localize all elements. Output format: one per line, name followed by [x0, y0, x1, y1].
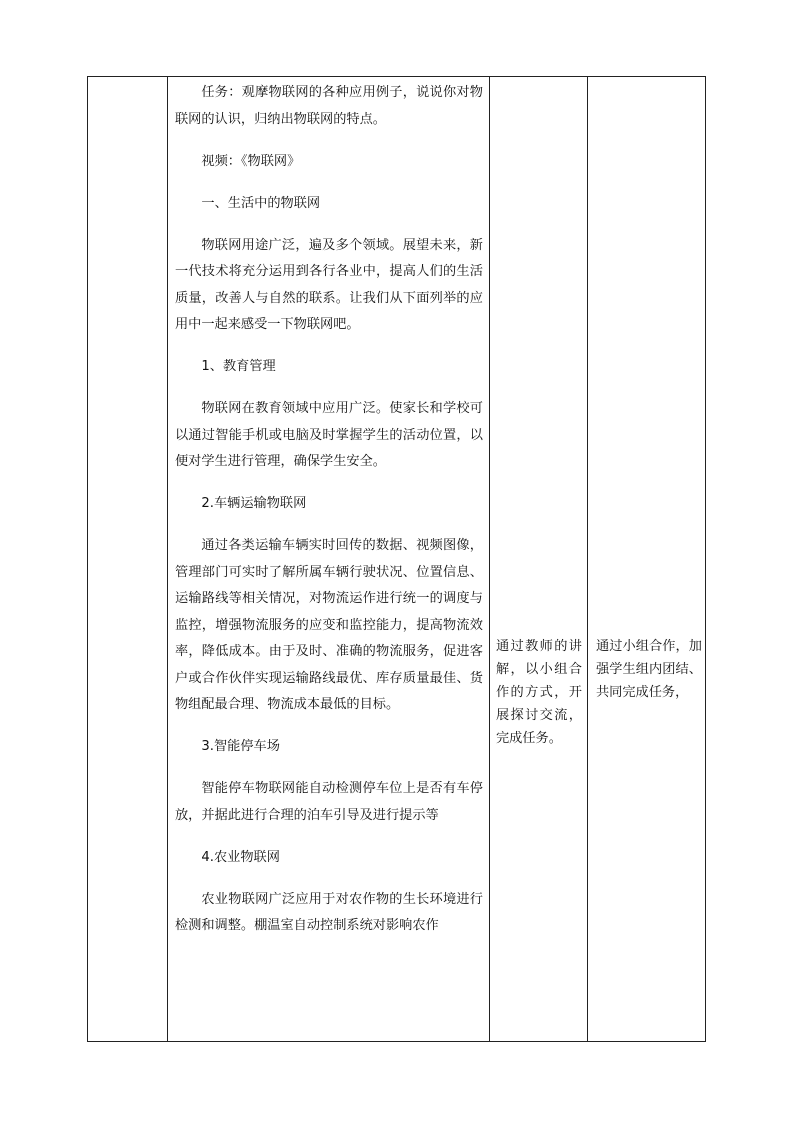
student-activity-cell: 通过教师的讲解，以小组合作的方式，开展探讨交流，完成任务。: [496, 639, 582, 746]
body-paragraph: 通过各类运输车辆实时回传的数据、视频图像，管理部门可实时了解所属车辆行驶状况、位置信息、运输路线等相关情况，对物流运作进行统一的调度与监控，增强物流服务的应变和监控能力，提高物流效率，降低成本。由于及时、准确的物流服务，促进客户或合作伙伴实现运输路线最优、库存质量最佳、货物组配最合理、物流成本最低的目标。: [175, 538, 483, 712]
body-paragraph: 物联网用途广泛，遍及多个领域。展望未来，新一代技术将充分运用到各行各业中，提高人们的生活质量，改善人与自然的联系。让我们从下面列举的应用中一起来感受一下物联网吧。: [175, 237, 483, 332]
video-line: 视频：《物联网》: [201, 153, 301, 169]
lesson-plan-table: [87, 76, 706, 1042]
task-paragraph: 任务：观摩物联网的各种应用例子，说说你对物联网的认识，归纳出物联网的特点。: [175, 85, 483, 127]
body-paragraph: 物联网在教育领域中应用广泛。使家长和学校可以通过智能手机或电脑及时掌握学生的活动位置，以便对学生进行管理，确保学生安全。: [175, 401, 483, 469]
design-intent-cell: 通过小组合作，加强学生组内团结、共同完成任务，: [596, 639, 702, 700]
body-paragraph: 智能停车物联网能自动检测停车位上是否有车停放，并据此进行合理的泊车引导及进行提示等: [175, 781, 483, 823]
subheading-education: 1、教育管理: [201, 359, 276, 374]
subheading-parking: 3.智能停车场: [201, 739, 280, 754]
column-divider: [587, 77, 588, 1041]
teaching-content-cell: [168, 77, 490, 955]
subheading-agriculture: 4.农业物联网: [201, 849, 280, 865]
subheading-vehicle: 2.车辆运输物联网: [201, 496, 307, 511]
section-heading: 一、生活中的物联网: [201, 195, 321, 211]
body-paragraph: 农业物联网广泛应用于对农作物的生长环境进行检测和调整。棚温室自动控制系统对影响农作: [175, 891, 483, 933]
